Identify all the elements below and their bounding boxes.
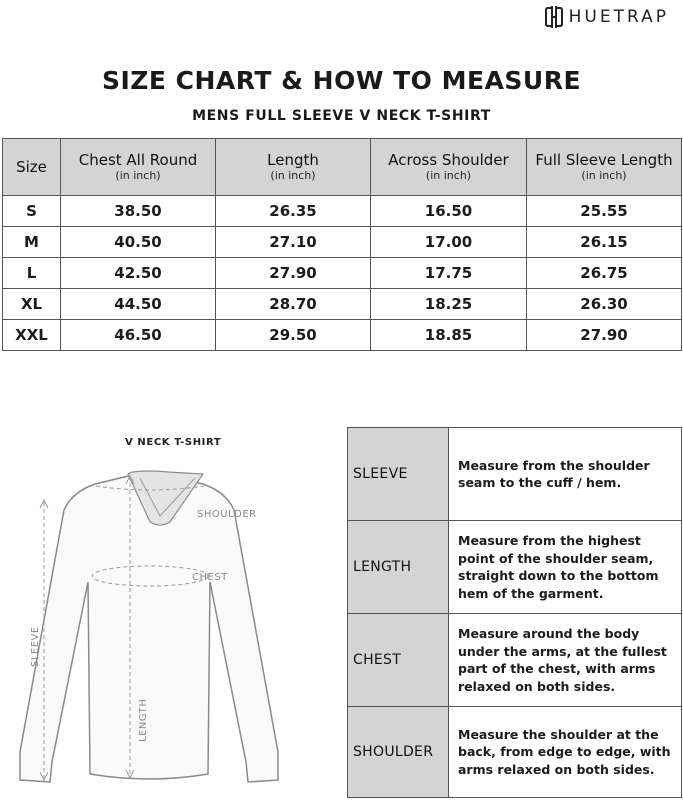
table-cell: 40.50 xyxy=(61,227,216,258)
tshirt-diagram xyxy=(0,462,290,792)
measure-name: SLEEVE xyxy=(348,428,449,521)
header-sleeve: Full Sleeve Length (in inch) xyxy=(527,139,682,196)
diagram-label: V NECK T-SHIRT xyxy=(125,437,222,448)
measure-name: CHEST xyxy=(348,614,449,707)
how-to-measure-table xyxy=(347,427,682,798)
header-shoulder: Across Shoulder (in inch) xyxy=(371,139,527,196)
shoulder-text: SHOULDER xyxy=(197,509,257,520)
length-text: LENGTH xyxy=(138,698,149,742)
measure-row xyxy=(348,614,682,707)
table-cell: 42.50 xyxy=(61,258,216,289)
table-cell: XL xyxy=(3,289,61,320)
table-cell: 38.50 xyxy=(61,196,216,227)
table-row xyxy=(3,196,682,227)
size-chart-table xyxy=(2,138,682,351)
measure-desc: Measure from the shoulder seam to the cuff / hem. xyxy=(449,428,682,521)
table-cell: 16.50 xyxy=(371,196,527,227)
table-cell: 46.50 xyxy=(61,320,216,351)
measure-name: LENGTH xyxy=(348,521,449,614)
brand-name: HUETRAP xyxy=(568,7,669,27)
table-cell: 17.00 xyxy=(371,227,527,258)
table-row xyxy=(3,320,682,351)
table-cell: 27.90 xyxy=(527,320,682,351)
table-cell: 27.90 xyxy=(216,258,371,289)
table-cell: 44.50 xyxy=(61,289,216,320)
brand-header xyxy=(545,6,669,28)
table-cell: 18.85 xyxy=(371,320,527,351)
table-cell: 26.15 xyxy=(527,227,682,258)
table-cell: M xyxy=(3,227,61,258)
table-cell: S xyxy=(3,196,61,227)
table-cell: 26.75 xyxy=(527,258,682,289)
header-length: Length (in inch) xyxy=(216,139,371,196)
page-title: SIZE CHART & HOW TO MEASURE xyxy=(101,66,582,95)
measure-desc: Measure around the body under the arms, at the fullest part of the chest, with arms relaxed on both sides. xyxy=(449,614,682,707)
table-cell: 18.25 xyxy=(371,289,527,320)
table-cell: XXL xyxy=(3,320,61,351)
table-row xyxy=(3,227,682,258)
header-chest: Chest All Round (in inch) xyxy=(61,139,216,196)
measure-desc: Measure from the highest point of the shoulder seam, straight down to the bottom hem of the garment. xyxy=(449,521,682,614)
huetrap-logo-icon xyxy=(545,6,563,28)
table-cell: 29.50 xyxy=(216,320,371,351)
measure-name: SHOULDER xyxy=(348,707,449,798)
page-subtitle: MENS FULL SLEEVE V NECK T-SHIRT xyxy=(192,108,491,124)
measure-row xyxy=(348,428,682,521)
table-cell: 28.70 xyxy=(216,289,371,320)
header-size: Size xyxy=(3,139,61,196)
measure-row xyxy=(348,707,682,798)
table-cell: 26.30 xyxy=(527,289,682,320)
sleeve-text: SLEEVE xyxy=(30,626,41,667)
size-table-header-row xyxy=(3,139,682,196)
table-cell: 27.10 xyxy=(216,227,371,258)
measure-row xyxy=(348,521,682,614)
table-cell: 26.35 xyxy=(216,196,371,227)
table-row xyxy=(3,289,682,320)
table-cell: 25.55 xyxy=(527,196,682,227)
measure-desc: Measure the shoulder at the back, from edge to edge, with arms relaxed on both sides. xyxy=(449,707,682,798)
table-row xyxy=(3,258,682,289)
chest-text: CHEST xyxy=(192,572,228,583)
table-cell: 17.75 xyxy=(371,258,527,289)
table-cell: L xyxy=(3,258,61,289)
